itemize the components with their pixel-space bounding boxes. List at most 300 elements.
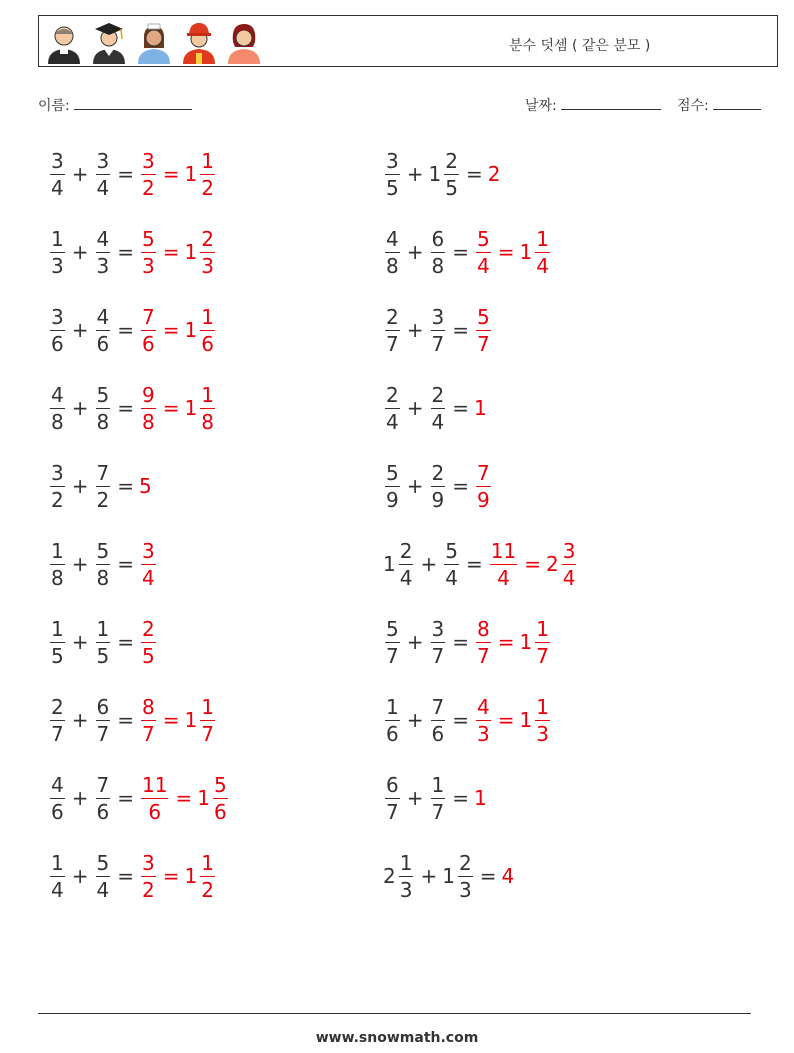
- number: [139, 616, 158, 668]
- number: [383, 694, 402, 746]
- number: [139, 772, 170, 824]
- numerator: 5: [142, 226, 155, 251]
- number: [474, 226, 493, 278]
- number: [474, 396, 488, 420]
- whole-part: 1: [184, 864, 198, 888]
- numerator: 1: [51, 538, 64, 563]
- numerator: 3: [142, 850, 155, 875]
- numerator: 8: [142, 694, 155, 719]
- whole-part: 1: [474, 786, 487, 810]
- fraction: [476, 226, 491, 278]
- fraction: [385, 694, 400, 746]
- number: [383, 772, 402, 824]
- numerator: 5: [386, 460, 399, 485]
- whole-part: 1: [197, 786, 210, 810]
- fraction: [50, 304, 65, 356]
- score-label: 점수:: [677, 98, 709, 114]
- fraction: [141, 694, 156, 746]
- denominator: 3: [96, 253, 110, 278]
- equals-sign: =: [452, 630, 469, 654]
- denominator: 2: [201, 175, 214, 200]
- whole-part: 1: [519, 240, 533, 264]
- number: [94, 382, 113, 434]
- denominator: 6: [96, 799, 110, 824]
- number: [139, 226, 158, 278]
- plus-sign: +: [420, 864, 438, 888]
- equals-sign: =: [452, 786, 469, 810]
- fraction: [141, 616, 156, 668]
- answer: [474, 616, 552, 668]
- problem-item: [383, 531, 578, 597]
- denominator: 2: [96, 487, 110, 512]
- numerator: 2: [386, 382, 399, 407]
- denominator: 4: [497, 565, 510, 590]
- plus-sign: +: [71, 240, 89, 264]
- denominator: 4: [477, 253, 490, 278]
- number: [442, 850, 474, 902]
- equals-sign: =: [117, 786, 134, 810]
- number: [94, 850, 113, 902]
- numerator: 4: [477, 694, 490, 719]
- denominator: 6: [51, 799, 64, 824]
- number: [94, 304, 113, 356]
- numerator: 3: [96, 148, 110, 173]
- fraction: [476, 460, 491, 512]
- whole-part: 2: [545, 552, 559, 576]
- fraction: [200, 382, 215, 434]
- fraction: [431, 694, 446, 746]
- denominator: 7: [386, 799, 399, 824]
- denominator: 4: [536, 253, 549, 278]
- denominator: 7: [142, 721, 155, 746]
- denominator: 8: [96, 409, 110, 434]
- fraction: [50, 226, 65, 278]
- answer: [139, 616, 158, 668]
- plus-sign: +: [71, 474, 89, 498]
- denominator: 6: [142, 331, 155, 356]
- equals-sign: =: [452, 708, 469, 732]
- problem-item: [48, 609, 158, 675]
- number: [48, 538, 67, 590]
- numerator: 6: [96, 694, 110, 719]
- date-label: 날짜:: [525, 98, 557, 114]
- whole-part: 1: [383, 552, 396, 576]
- numerator: 2: [51, 694, 64, 719]
- denominator: 4: [445, 565, 458, 590]
- denominator: 2: [142, 175, 155, 200]
- answer: [474, 694, 552, 746]
- whole-part: 1: [474, 396, 487, 420]
- numerator: 6: [386, 772, 399, 797]
- numerator: 2: [458, 850, 472, 875]
- equals-sign: =: [117, 630, 134, 654]
- denominator: 7: [536, 643, 549, 668]
- equals-sign: =: [175, 786, 193, 810]
- equals-sign: =: [497, 630, 515, 654]
- answer: [139, 538, 158, 590]
- number: [519, 694, 552, 746]
- numerator: 2: [142, 616, 155, 641]
- numerator: 3: [142, 148, 155, 173]
- number: [94, 148, 113, 200]
- problem-item: [383, 219, 552, 285]
- number: [139, 382, 158, 434]
- numerator: 4: [51, 772, 64, 797]
- number: [139, 474, 153, 498]
- fraction: [96, 772, 111, 824]
- number: [474, 460, 493, 512]
- fraction: [213, 772, 228, 824]
- numerator: 1: [201, 850, 214, 875]
- denominator: 5: [96, 643, 110, 668]
- denominator: 9: [431, 487, 445, 512]
- plus-sign: +: [406, 396, 424, 420]
- denominator: 6: [431, 721, 445, 746]
- fraction: [96, 694, 111, 746]
- fraction: [431, 460, 446, 512]
- numerator: 11: [490, 538, 517, 563]
- equals-sign: =: [117, 708, 134, 732]
- denominator: 4: [562, 565, 576, 590]
- number: [429, 304, 448, 356]
- firefighter-avatar-icon: [180, 20, 218, 64]
- problem-item: [383, 297, 493, 363]
- whole-part: 1: [519, 630, 533, 654]
- answer: [474, 396, 488, 420]
- fraction: [444, 538, 459, 590]
- numerator: 3: [51, 460, 64, 485]
- numerator: 5: [477, 304, 490, 329]
- denominator: 8: [201, 409, 214, 434]
- number: [184, 382, 217, 434]
- denominator: 5: [51, 643, 64, 668]
- problem-item: [48, 687, 217, 753]
- number: [184, 304, 217, 356]
- denominator: 2: [142, 877, 155, 902]
- denominator: 4: [51, 175, 64, 200]
- problem-item: [48, 453, 153, 519]
- number: [48, 304, 67, 356]
- denominator: 6: [51, 331, 64, 356]
- numerator: 4: [96, 304, 110, 329]
- plus-sign: +: [71, 708, 89, 732]
- whole-part: 1: [519, 708, 533, 732]
- equals-sign: =: [117, 240, 134, 264]
- number: [48, 226, 67, 278]
- numerator: 7: [431, 694, 445, 719]
- numerator: 2: [431, 460, 445, 485]
- problem-item: [48, 765, 230, 831]
- number: [94, 226, 113, 278]
- number: [48, 850, 67, 902]
- numerator: 11: [142, 772, 168, 797]
- plus-sign: +: [406, 708, 424, 732]
- page-title: 분수 덧셈 ( 같은 분모 ): [509, 38, 651, 54]
- denominator: 2: [201, 877, 214, 902]
- answer: [139, 772, 230, 824]
- number: [429, 772, 448, 824]
- fraction: [431, 304, 446, 356]
- equals-sign: =: [497, 240, 515, 264]
- number: [383, 382, 402, 434]
- numerator: 7: [96, 772, 110, 797]
- problem-item: [48, 297, 217, 363]
- plus-sign: +: [406, 630, 424, 654]
- number: [94, 460, 113, 512]
- numerator: 2: [386, 304, 399, 329]
- denominator: 7: [51, 721, 64, 746]
- whole-part: 1: [184, 396, 198, 420]
- denominator: 4: [142, 565, 155, 590]
- fraction: [96, 616, 111, 668]
- problem-item: [383, 843, 515, 909]
- numerator: 5: [213, 772, 227, 797]
- denominator: 7: [477, 331, 490, 356]
- denominator: 6: [96, 331, 110, 356]
- problem-item: [383, 141, 501, 207]
- fraction: [96, 304, 111, 356]
- denominator: 6: [386, 721, 399, 746]
- fraction: [385, 616, 400, 668]
- denominator: 9: [477, 487, 490, 512]
- numerator: 4: [386, 226, 399, 251]
- fraction: [431, 382, 446, 434]
- numerator: 7: [477, 460, 490, 485]
- problem-item: [48, 531, 158, 597]
- denominator: 4: [386, 409, 399, 434]
- number: [139, 148, 158, 200]
- equals-sign: =: [452, 318, 469, 342]
- equals-sign: =: [117, 474, 134, 498]
- number: [428, 148, 461, 200]
- answer: [488, 162, 502, 186]
- number: [184, 694, 217, 746]
- number: [48, 616, 67, 668]
- numerator: 1: [386, 694, 399, 719]
- denominator: 8: [51, 565, 64, 590]
- denominator: 3: [536, 721, 549, 746]
- denominator: 3: [399, 877, 413, 902]
- denominator: 5: [386, 175, 399, 200]
- whole-part: 5: [139, 474, 152, 498]
- fraction: [50, 694, 65, 746]
- denominator: 8: [431, 253, 445, 278]
- answer: [139, 304, 217, 356]
- number: [383, 226, 402, 278]
- number: [383, 148, 402, 200]
- date-field: [525, 95, 661, 115]
- numerator: 5: [96, 382, 110, 407]
- number: [429, 382, 448, 434]
- numerator: 1: [201, 382, 214, 407]
- numerator: 5: [445, 538, 458, 563]
- equals-sign: =: [117, 552, 134, 576]
- footer-url: www.snowmath.com: [315, 1030, 479, 1046]
- fraction: [141, 538, 156, 590]
- header-box: [38, 15, 778, 67]
- problem-item: [48, 843, 217, 909]
- numerator: 1: [201, 148, 214, 173]
- number: [474, 616, 493, 668]
- whole-part: 2: [383, 864, 396, 888]
- numerator: 1: [96, 616, 110, 641]
- fraction: [431, 616, 446, 668]
- equals-sign: =: [162, 240, 180, 264]
- denominator: 3: [201, 253, 214, 278]
- fraction: [50, 538, 65, 590]
- fraction: [385, 148, 400, 200]
- fraction: [50, 382, 65, 434]
- number: [48, 148, 67, 200]
- denominator: 4: [399, 565, 413, 590]
- denominator: 5: [445, 175, 458, 200]
- number: [429, 460, 448, 512]
- fraction: [141, 148, 156, 200]
- fraction: [141, 382, 156, 434]
- number: [94, 538, 113, 590]
- denominator: 7: [96, 721, 110, 746]
- whole-part: 1: [184, 318, 198, 342]
- fraction: [96, 538, 111, 590]
- problem-item: [383, 687, 552, 753]
- number: [139, 304, 158, 356]
- plus-sign: +: [420, 552, 438, 576]
- number: [139, 850, 158, 902]
- number: [94, 772, 113, 824]
- numerator: 2: [431, 382, 445, 407]
- fraction: [385, 382, 400, 434]
- fraction: [200, 304, 215, 356]
- fraction: [444, 148, 459, 200]
- numerator: 3: [51, 304, 64, 329]
- number: [474, 694, 493, 746]
- plus-sign: +: [71, 630, 89, 654]
- plus-sign: +: [71, 318, 89, 342]
- numerator: 3: [562, 538, 576, 563]
- denominator: 7: [431, 643, 445, 668]
- fraction: [96, 850, 111, 902]
- name-blank-line: [74, 95, 192, 110]
- fraction: [385, 226, 400, 278]
- numerator: 3: [431, 304, 445, 329]
- equals-sign: =: [162, 396, 180, 420]
- name-label: 이름:: [38, 98, 70, 114]
- number: [488, 538, 519, 590]
- numerator: 1: [51, 226, 64, 251]
- nurse-avatar-icon: [135, 20, 173, 64]
- fraction: [50, 460, 65, 512]
- number: [545, 538, 578, 590]
- numerator: 5: [477, 226, 490, 251]
- number: [442, 538, 461, 590]
- fraction: [96, 460, 111, 512]
- score-blank-line: [713, 95, 761, 110]
- denominator: 3: [477, 721, 490, 746]
- number: [94, 694, 113, 746]
- denominator: 7: [386, 331, 399, 356]
- fraction: [431, 772, 446, 824]
- equals-sign: =: [117, 162, 134, 186]
- fraction: [385, 772, 400, 824]
- fraction: [385, 304, 400, 356]
- fraction: [490, 538, 517, 590]
- fraction: [385, 460, 400, 512]
- denominator: 4: [96, 175, 110, 200]
- number: [383, 850, 415, 902]
- numerator: 2: [201, 226, 214, 251]
- equals-sign: =: [497, 708, 515, 732]
- denominator: 7: [386, 643, 399, 668]
- number: [474, 786, 488, 810]
- fraction: [200, 148, 215, 200]
- plus-sign: +: [71, 162, 89, 186]
- fraction: [476, 616, 491, 668]
- answer: [139, 474, 153, 498]
- equals-sign: =: [162, 864, 180, 888]
- numerator: 2: [399, 538, 413, 563]
- name-field: [38, 95, 192, 115]
- problem-item: [48, 219, 217, 285]
- number: [383, 304, 402, 356]
- priest-avatar-icon: [45, 20, 83, 64]
- denominator: 8: [51, 409, 64, 434]
- numerator: 1: [51, 616, 64, 641]
- denominator: 6: [213, 799, 227, 824]
- numerator: 7: [142, 304, 155, 329]
- fraction: [458, 850, 473, 902]
- answer: [488, 538, 579, 590]
- plus-sign: +: [71, 864, 89, 888]
- numerator: 1: [51, 850, 64, 875]
- denominator: 8: [96, 565, 110, 590]
- numerator: 1: [201, 304, 214, 329]
- problem-item: [48, 375, 217, 441]
- fraction: [476, 304, 491, 356]
- plus-sign: +: [71, 396, 89, 420]
- numerator: 5: [96, 850, 110, 875]
- denominator: 2: [51, 487, 64, 512]
- whole-part: 1: [184, 240, 198, 264]
- answer: [474, 226, 552, 278]
- denominator: 7: [431, 799, 445, 824]
- answer: [139, 850, 217, 902]
- fraction: [535, 694, 550, 746]
- score-field: [677, 95, 761, 115]
- answer: [139, 226, 217, 278]
- number: [48, 694, 67, 746]
- denominator: 7: [477, 643, 490, 668]
- fraction: [200, 850, 215, 902]
- whole-part: 2: [487, 162, 501, 186]
- plus-sign: +: [406, 318, 424, 342]
- fraction: [96, 226, 111, 278]
- fraction: [141, 772, 168, 824]
- plus-sign: +: [406, 786, 424, 810]
- fraction: [50, 616, 65, 668]
- fraction: [50, 148, 65, 200]
- denominator: 7: [431, 331, 445, 356]
- problem-item: [383, 375, 488, 441]
- denominator: 4: [51, 877, 64, 902]
- graduate-avatar-icon: [90, 20, 128, 64]
- number: [383, 460, 402, 512]
- number: [48, 460, 67, 512]
- fraction: [431, 226, 446, 278]
- answer: [501, 864, 515, 888]
- equals-sign: =: [117, 864, 134, 888]
- number: [429, 694, 448, 746]
- equals-sign: =: [452, 474, 469, 498]
